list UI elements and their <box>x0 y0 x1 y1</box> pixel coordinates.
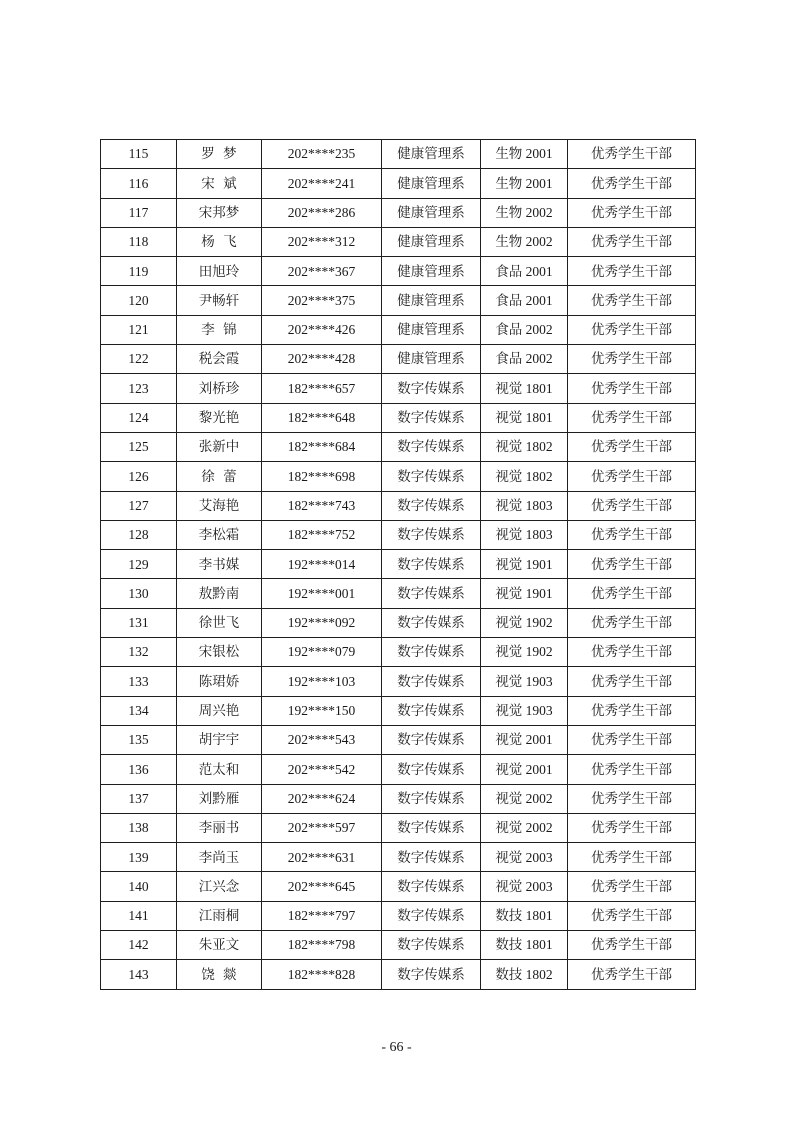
cell-award-title: 优秀学生干部 <box>568 462 696 491</box>
cell-student-name: 宋银松 <box>177 638 262 667</box>
cell-student-name: 胡宇宇 <box>177 725 262 754</box>
cell-row-number: 116 <box>101 169 177 198</box>
cell-class: 视觉 1902 <box>481 638 568 667</box>
cell-student-id: 182****797 <box>262 901 382 930</box>
cell-department: 数字传媒系 <box>382 579 481 608</box>
table-row <box>101 550 696 579</box>
cell-student-id: 192****103 <box>262 667 382 696</box>
table-row <box>101 638 696 667</box>
cell-award-title: 优秀学生干部 <box>568 345 696 374</box>
cell-department: 数字传媒系 <box>382 784 481 813</box>
cell-award-title: 优秀学生干部 <box>568 667 696 696</box>
cell-class: 食品 2002 <box>481 345 568 374</box>
cell-class: 生物 2002 <box>481 227 568 256</box>
cell-award-title: 优秀学生干部 <box>568 931 696 960</box>
cell-award-title: 优秀学生干部 <box>568 843 696 872</box>
cell-department: 数字传媒系 <box>382 725 481 754</box>
table-row <box>101 608 696 637</box>
table-row <box>101 345 696 374</box>
cell-student-name: 张新中 <box>177 432 262 461</box>
cell-department: 数字传媒系 <box>382 696 481 725</box>
cell-student-name: 宋斌 <box>177 169 262 198</box>
cell-student-id: 192****079 <box>262 638 382 667</box>
cell-student-name: 尹畅轩 <box>177 286 262 315</box>
cell-class: 视觉 1802 <box>481 432 568 461</box>
cell-class: 数技 1801 <box>481 931 568 960</box>
cell-row-number: 126 <box>101 462 177 491</box>
table-row <box>101 579 696 608</box>
cell-class: 食品 2002 <box>481 315 568 344</box>
cell-class: 数技 1802 <box>481 960 568 989</box>
cell-department: 健康管理系 <box>382 227 481 256</box>
cell-class: 视觉 1803 <box>481 520 568 549</box>
cell-award-title: 优秀学生干部 <box>568 491 696 520</box>
table-row <box>101 198 696 227</box>
table-row <box>101 755 696 784</box>
cell-row-number: 143 <box>101 960 177 989</box>
cell-student-name: 徐世飞 <box>177 608 262 637</box>
table-row <box>101 960 696 989</box>
cell-class: 视觉 1803 <box>481 491 568 520</box>
cell-student-id: 182****798 <box>262 931 382 960</box>
cell-class: 视觉 2003 <box>481 872 568 901</box>
cell-department: 健康管理系 <box>382 286 481 315</box>
cell-department: 数字传媒系 <box>382 491 481 520</box>
cell-class: 视觉 1902 <box>481 608 568 637</box>
cell-student-name: 税会霞 <box>177 345 262 374</box>
cell-class: 视觉 2003 <box>481 843 568 872</box>
cell-department: 数字传媒系 <box>382 901 481 930</box>
cell-student-id: 202****286 <box>262 198 382 227</box>
table-row <box>101 901 696 930</box>
cell-department: 数字传媒系 <box>382 374 481 403</box>
cell-class: 生物 2002 <box>481 198 568 227</box>
cell-award-title: 优秀学生干部 <box>568 638 696 667</box>
table-row <box>101 491 696 520</box>
cell-student-name: 周兴艳 <box>177 696 262 725</box>
cell-department: 健康管理系 <box>382 140 481 169</box>
cell-student-name: 李锦 <box>177 315 262 344</box>
table-row <box>101 227 696 256</box>
cell-row-number: 141 <box>101 901 177 930</box>
cell-award-title: 优秀学生干部 <box>568 432 696 461</box>
cell-award-title: 优秀学生干部 <box>568 315 696 344</box>
cell-row-number: 130 <box>101 579 177 608</box>
cell-row-number: 123 <box>101 374 177 403</box>
cell-department: 数字传媒系 <box>382 755 481 784</box>
table-row <box>101 843 696 872</box>
cell-student-id: 202****426 <box>262 315 382 344</box>
cell-row-number: 137 <box>101 784 177 813</box>
cell-student-name: 朱亚文 <box>177 931 262 960</box>
cell-department: 数字传媒系 <box>382 931 481 960</box>
cell-row-number: 127 <box>101 491 177 520</box>
cell-row-number: 119 <box>101 257 177 286</box>
cell-class: 视觉 1901 <box>481 550 568 579</box>
cell-student-id: 202****542 <box>262 755 382 784</box>
table-row <box>101 286 696 315</box>
table-row <box>101 140 696 169</box>
cell-student-id: 192****150 <box>262 696 382 725</box>
cell-student-name: 李书媒 <box>177 550 262 579</box>
cell-award-title: 优秀学生干部 <box>568 520 696 549</box>
cell-award-title: 优秀学生干部 <box>568 725 696 754</box>
table-row <box>101 432 696 461</box>
cell-department: 健康管理系 <box>382 198 481 227</box>
cell-class: 食品 2001 <box>481 286 568 315</box>
cell-class: 数技 1801 <box>481 901 568 930</box>
cell-award-title: 优秀学生干部 <box>568 813 696 842</box>
cell-award-title: 优秀学生干部 <box>568 872 696 901</box>
cell-row-number: 140 <box>101 872 177 901</box>
cell-row-number: 128 <box>101 520 177 549</box>
cell-award-title: 优秀学生干部 <box>568 403 696 432</box>
cell-student-id: 202****428 <box>262 345 382 374</box>
cell-student-id: 182****648 <box>262 403 382 432</box>
cell-student-name: 李松霜 <box>177 520 262 549</box>
cell-department: 数字传媒系 <box>382 872 481 901</box>
cell-student-name: 李丽书 <box>177 813 262 842</box>
cell-class: 生物 2001 <box>481 169 568 198</box>
cell-row-number: 117 <box>101 198 177 227</box>
cell-department: 健康管理系 <box>382 345 481 374</box>
cell-department: 数字传媒系 <box>382 843 481 872</box>
cell-award-title: 优秀学生干部 <box>568 198 696 227</box>
cell-student-id: 202****624 <box>262 784 382 813</box>
table-row <box>101 813 696 842</box>
cell-student-id: 202****375 <box>262 286 382 315</box>
cell-row-number: 139 <box>101 843 177 872</box>
cell-student-name: 江雨桐 <box>177 901 262 930</box>
cell-award-title: 优秀学生干部 <box>568 696 696 725</box>
cell-class: 视觉 2001 <box>481 725 568 754</box>
cell-student-id: 202****597 <box>262 813 382 842</box>
cell-student-id: 182****828 <box>262 960 382 989</box>
cell-student-id: 182****698 <box>262 462 382 491</box>
cell-row-number: 142 <box>101 931 177 960</box>
cell-department: 健康管理系 <box>382 315 481 344</box>
cell-student-name: 田旭玲 <box>177 257 262 286</box>
cell-student-name: 饶燚 <box>177 960 262 989</box>
cell-student-name: 陈珺娇 <box>177 667 262 696</box>
cell-award-title: 优秀学生干部 <box>568 286 696 315</box>
cell-student-id: 192****001 <box>262 579 382 608</box>
cell-student-id: 182****684 <box>262 432 382 461</box>
cell-department: 数字传媒系 <box>382 403 481 432</box>
cell-department: 健康管理系 <box>382 257 481 286</box>
cell-award-title: 优秀学生干部 <box>568 960 696 989</box>
cell-student-name: 李尚玉 <box>177 843 262 872</box>
cell-department: 数字传媒系 <box>382 638 481 667</box>
cell-row-number: 122 <box>101 345 177 374</box>
table-row <box>101 462 696 491</box>
cell-department: 数字传媒系 <box>382 550 481 579</box>
table-row <box>101 257 696 286</box>
cell-student-id: 202****312 <box>262 227 382 256</box>
cell-award-title: 优秀学生干部 <box>568 374 696 403</box>
table-row <box>101 520 696 549</box>
cell-class: 视觉 1903 <box>481 696 568 725</box>
cell-row-number: 134 <box>101 696 177 725</box>
cell-row-number: 129 <box>101 550 177 579</box>
table-row <box>101 784 696 813</box>
cell-student-id: 202****543 <box>262 725 382 754</box>
cell-award-title: 优秀学生干部 <box>568 140 696 169</box>
cell-row-number: 124 <box>101 403 177 432</box>
award-table <box>100 139 696 990</box>
cell-student-id: 182****657 <box>262 374 382 403</box>
table-row <box>101 667 696 696</box>
cell-student-id: 202****235 <box>262 140 382 169</box>
cell-student-id: 182****743 <box>262 491 382 520</box>
cell-student-name: 敖黔南 <box>177 579 262 608</box>
cell-student-name: 黎光艳 <box>177 403 262 432</box>
cell-student-name: 范太和 <box>177 755 262 784</box>
award-table-body <box>101 140 696 990</box>
cell-department: 数字传媒系 <box>382 813 481 842</box>
cell-award-title: 优秀学生干部 <box>568 784 696 813</box>
cell-award-title: 优秀学生干部 <box>568 755 696 784</box>
cell-class: 视觉 2002 <box>481 813 568 842</box>
table-row <box>101 315 696 344</box>
table-row <box>101 374 696 403</box>
cell-row-number: 138 <box>101 813 177 842</box>
cell-student-id: 192****014 <box>262 550 382 579</box>
cell-department: 数字传媒系 <box>382 462 481 491</box>
cell-class: 视觉 1801 <box>481 374 568 403</box>
cell-student-id: 182****752 <box>262 520 382 549</box>
cell-student-name: 艾海艳 <box>177 491 262 520</box>
cell-class: 生物 2001 <box>481 140 568 169</box>
cell-award-title: 优秀学生干部 <box>568 608 696 637</box>
cell-department: 数字传媒系 <box>382 520 481 549</box>
cell-student-name: 江兴念 <box>177 872 262 901</box>
table-row <box>101 696 696 725</box>
cell-row-number: 121 <box>101 315 177 344</box>
cell-award-title: 优秀学生干部 <box>568 227 696 256</box>
cell-class: 视觉 1903 <box>481 667 568 696</box>
cell-student-name: 刘黔雁 <box>177 784 262 813</box>
cell-award-title: 优秀学生干部 <box>568 550 696 579</box>
table-row <box>101 403 696 432</box>
cell-student-id: 202****631 <box>262 843 382 872</box>
table-row <box>101 169 696 198</box>
cell-award-title: 优秀学生干部 <box>568 257 696 286</box>
cell-student-id: 202****241 <box>262 169 382 198</box>
cell-class: 视觉 1801 <box>481 403 568 432</box>
cell-student-name: 徐蕾 <box>177 462 262 491</box>
cell-award-title: 优秀学生干部 <box>568 169 696 198</box>
cell-row-number: 131 <box>101 608 177 637</box>
cell-class: 视觉 1802 <box>481 462 568 491</box>
cell-department: 健康管理系 <box>382 169 481 198</box>
cell-row-number: 115 <box>101 140 177 169</box>
cell-row-number: 118 <box>101 227 177 256</box>
cell-department: 数字传媒系 <box>382 608 481 637</box>
cell-student-name: 杨飞 <box>177 227 262 256</box>
cell-department: 数字传媒系 <box>382 667 481 696</box>
cell-class: 视觉 1901 <box>481 579 568 608</box>
cell-student-id: 192****092 <box>262 608 382 637</box>
cell-row-number: 135 <box>101 725 177 754</box>
cell-award-title: 优秀学生干部 <box>568 579 696 608</box>
cell-row-number: 125 <box>101 432 177 461</box>
cell-class: 视觉 2002 <box>481 784 568 813</box>
cell-row-number: 136 <box>101 755 177 784</box>
cell-student-name: 罗梦 <box>177 140 262 169</box>
table-row <box>101 931 696 960</box>
cell-row-number: 133 <box>101 667 177 696</box>
cell-department: 数字传媒系 <box>382 960 481 989</box>
cell-student-id: 202****645 <box>262 872 382 901</box>
cell-student-name: 刘桥珍 <box>177 374 262 403</box>
cell-class: 视觉 2001 <box>481 755 568 784</box>
page-number: - 66 - <box>381 1040 412 1055</box>
cell-row-number: 120 <box>101 286 177 315</box>
cell-student-id: 202****367 <box>262 257 382 286</box>
cell-student-name: 宋邦梦 <box>177 198 262 227</box>
table-row <box>101 725 696 754</box>
table-row <box>101 872 696 901</box>
cell-department: 数字传媒系 <box>382 432 481 461</box>
award-table-container <box>100 139 696 990</box>
cell-class: 食品 2001 <box>481 257 568 286</box>
cell-award-title: 优秀学生干部 <box>568 901 696 930</box>
cell-row-number: 132 <box>101 638 177 667</box>
